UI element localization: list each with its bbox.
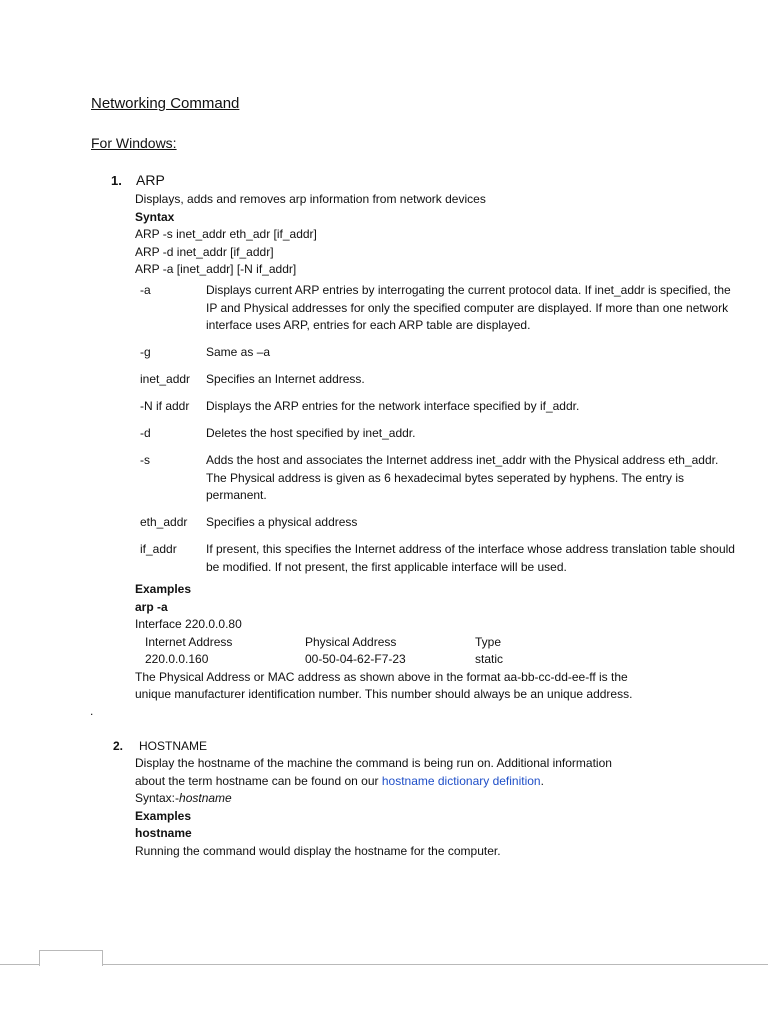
arp-table-row: [135, 651, 735, 669]
arp-examples: [135, 581, 735, 704]
stray-dot: .: [90, 704, 94, 718]
option-description: Displays the ARP entries for the network interface specified by if_addr.: [206, 399, 580, 413]
arp-examples-label: Examples: [135, 582, 192, 596]
arp-interface-line: Interface 220.0.0.80: [135, 617, 242, 631]
hostname-description-line: Display the hostname of the machine the command is being run on. Additional information: [135, 756, 612, 770]
option-key: if_addr: [140, 542, 177, 556]
hostname-description-line: [135, 773, 735, 791]
option-row: [140, 541, 740, 576]
arp-description: Displays, adds and removes arp information from network devices: [135, 192, 486, 206]
arp-heading-text: ARP: [136, 172, 165, 188]
arp-table-cell: 00-50-04-62-F7-23: [305, 652, 406, 666]
arp-heading: [111, 170, 165, 191]
option-description: Displays current ARP entries by interrogating the current protocol data. If inet_addr is specified, the IP and Physical addresses for only the specified computer are displayed. If more than one network interface uses ARP, entries for each ARP table are displayed.: [206, 283, 731, 332]
option-key: -s: [140, 453, 150, 467]
option-description: Specifies a physical address: [206, 515, 358, 529]
arp-table-header: [135, 634, 735, 652]
option-row: [140, 425, 740, 443]
hostname-syntax-value: hostname: [179, 791, 232, 805]
option-row: [140, 282, 740, 335]
section-title-windows: For Windows:: [91, 135, 177, 151]
option-row: [140, 398, 740, 416]
page-title: Networking Command: [91, 95, 240, 112]
option-row: [140, 514, 740, 532]
arp-syntax-line: ARP -s inet_addr eth_adr [if_addr]: [135, 227, 317, 241]
hostname-body: [135, 755, 735, 860]
arp-intro: [135, 191, 735, 279]
option-key: -g: [140, 345, 151, 359]
arp-table-header-cell: Internet Address: [145, 634, 233, 649]
option-key: inet_addr: [140, 372, 191, 386]
footer-rule: [0, 964, 768, 965]
hostname-heading-number: 2.: [113, 739, 124, 753]
hostname-result-text: Running the command would display the hostname for the computer.: [135, 843, 501, 858]
hostname-heading: [113, 738, 207, 756]
option-description: Adds the host and associates the Internet address inet_addr with the Physical address eth_addr. The Physical address is given as 6 hexadecimal bytes seperated by hyphens. The entry is permanent.: [206, 453, 719, 502]
hostname-description-prefix: about the term hostname can be found on our: [135, 773, 382, 788]
option-key: -a: [140, 283, 151, 297]
hostname-syntax-label: Syntax:-: [135, 791, 180, 805]
option-description: Specifies an Internet address.: [206, 372, 365, 386]
arp-table-cell: 220.0.0.160: [145, 652, 209, 666]
hostname-syntax: [135, 790, 735, 808]
hostname-description-suffix: .: [540, 773, 544, 788]
arp-syntax-line: ARP -a [inet_addr] [-N if_addr]: [135, 262, 297, 276]
option-description: Same as –a: [206, 345, 271, 359]
arp-table-header-cell: Physical Address: [305, 634, 397, 649]
option-description: If present, this specifies the Internet address of the interface whose address translation table should be modified. If not present, the first applicable interface will be used.: [206, 542, 735, 574]
option-row: [140, 344, 740, 362]
arp-example-command: arp -a: [135, 599, 168, 614]
option-description: Deletes the host specified by inet_addr.: [206, 426, 416, 440]
arp-note-line: unique manufacturer identification number. This number should always be an unique address.: [135, 687, 633, 701]
arp-table-header-cell: Type: [475, 634, 502, 649]
option-key: -d: [140, 426, 151, 440]
arp-syntax-label: Syntax: [135, 209, 175, 224]
arp-options-table: [140, 282, 740, 586]
arp-table-cell: static: [475, 652, 504, 666]
hostname-example-command: hostname: [135, 826, 192, 840]
option-row: [140, 452, 740, 505]
option-key: -N if addr: [140, 399, 190, 413]
hostname-dictionary-link[interactable]: hostname dictionary definition: [381, 773, 541, 788]
option-row: [140, 371, 740, 389]
option-key: eth_addr: [140, 515, 188, 529]
arp-heading-number: 1.: [111, 173, 122, 188]
hostname-examples-label: Examples: [135, 808, 192, 823]
hostname-heading-text: HOSTNAME: [139, 739, 208, 753]
arp-note-line: The Physical Address or MAC address as shown above in the format aa-bb-cc-dd-ee-ff is the: [135, 669, 628, 684]
arp-syntax-line: ARP -d inet_addr [if_addr]: [135, 244, 274, 259]
page-number-tab: [39, 950, 103, 966]
